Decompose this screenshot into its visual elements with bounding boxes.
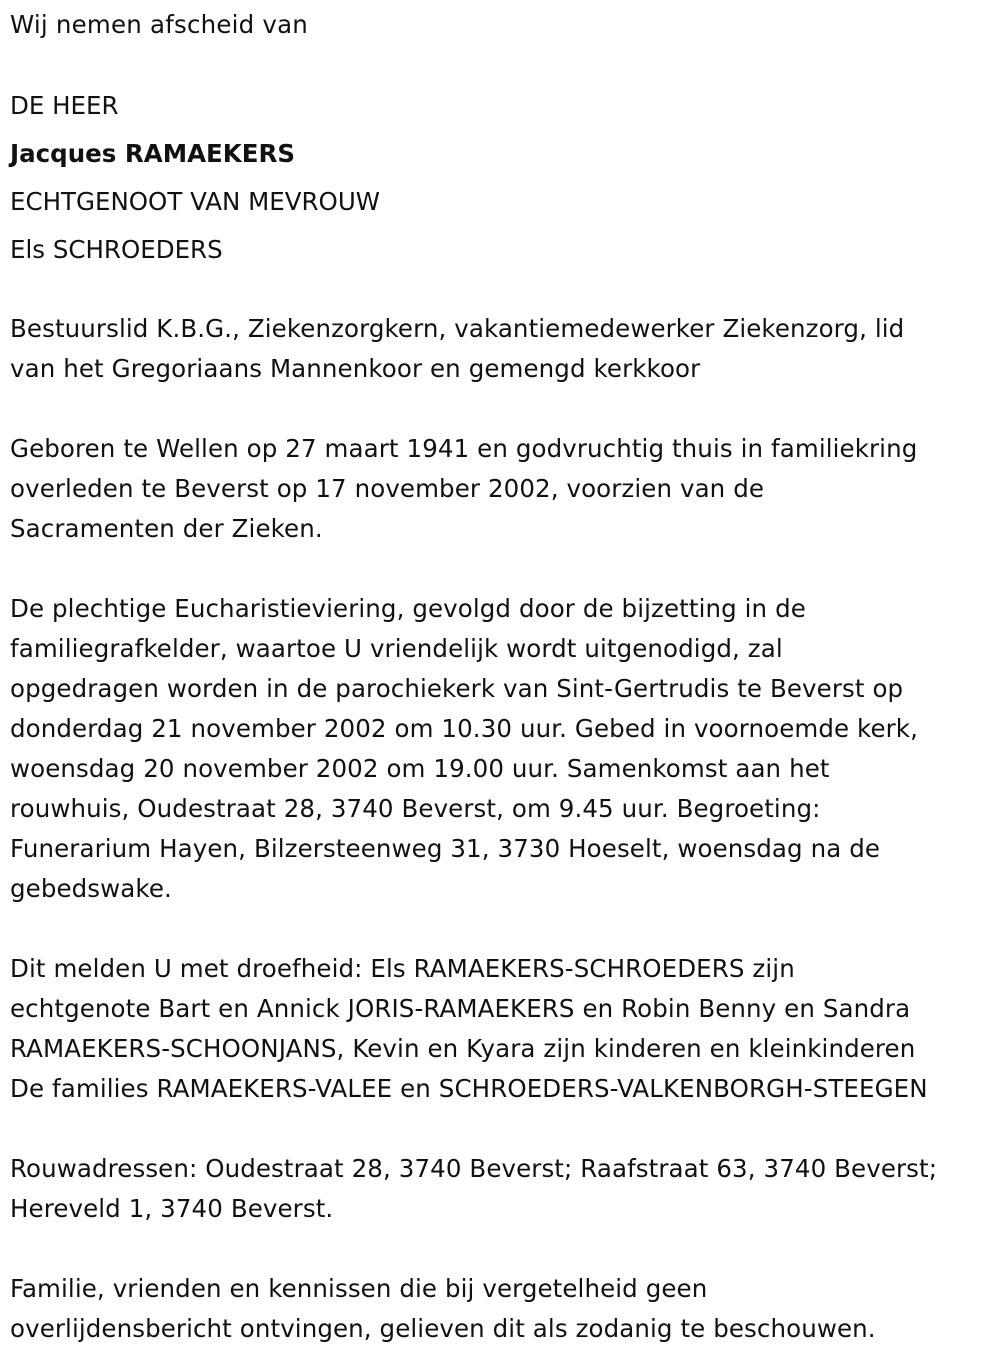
intro-line: Wij nemen afscheid van <box>10 10 309 39</box>
relation-line: ECHTGENOOT VAN MEVROUW <box>10 187 381 216</box>
ceremony-line: woensdag 20 november 2002 om 19.00 uur. Samenkomst aan het <box>10 754 830 783</box>
ceremony-line: rouwhuis, Oudestraat 28, 3740 Beverst, om 9.45 uur. Begroeting: <box>10 794 821 823</box>
ceremony-line: donderdag 21 november 2002 om 10.30 uur. Gebed in voornoemde kerk, <box>10 714 918 743</box>
ceremony-paragraph <box>10 589 918 909</box>
addresses-paragraph <box>10 1149 937 1229</box>
functions-line: Bestuurslid K.B.G., Ziekenzorgkern, vakantiemedewerker Ziekenzorg, lid <box>10 314 905 343</box>
birth-death-line: Geboren te Wellen op 27 maart 1941 en godvruchtig thuis in familiekring <box>10 434 918 463</box>
addresses-line: Hereveld 1, 3740 Beverst. <box>10 1194 334 1223</box>
birth-death-paragraph <box>10 429 917 549</box>
functions-paragraph <box>10 309 904 389</box>
family-line: echtgenote Bart en Annick JORIS-RAMAEKERS en Robin Benny en Sandra <box>10 994 911 1023</box>
ceremony-line: familiegrafkelder, waartoe U vriendelijk wordt uitgenodigd, zal <box>10 634 783 663</box>
deceased-name: Jacques RAMAEKERS <box>10 139 296 168</box>
family-paragraph <box>10 949 928 1109</box>
ceremony-line: gebedswake. <box>10 874 172 903</box>
title-line: DE HEER <box>10 91 119 120</box>
closing-line: Familie, vrienden en kennissen die bij vergetelheid geen <box>10 1274 708 1303</box>
closing-line: overlijdensbericht ontvingen, gelieven dit als zodanig te beschouwen. <box>10 1314 876 1343</box>
spouse-name: Els SCHROEDERS <box>10 235 223 264</box>
ceremony-line: opgedragen worden in de parochiekerk van Sint-Gertrudis te Beverst op <box>10 674 904 703</box>
functions-line: van het Gregoriaans Mannenkoor en gemengd kerkkoor <box>10 354 701 383</box>
addresses-line: Rouwadressen: Oudestraat 28, 3740 Beverst; Raafstraat 63, 3740 Beverst; <box>10 1154 938 1183</box>
ceremony-line: Funerarium Hayen, Bilzersteenweg 31, 3730 Hoeselt, woensdag na de <box>10 834 881 863</box>
family-line: De families RAMAEKERS-VALEE en SCHROEDERS-VALKENBORGH-STEEGEN <box>10 1074 928 1103</box>
closing-paragraph <box>10 1269 876 1349</box>
family-line: Dit melden U met droefheid: Els RAMAEKERS-SCHROEDERS zijn <box>10 954 795 983</box>
birth-death-line: Sacramenten der Zieken. <box>10 514 323 543</box>
birth-death-line: overleden te Beverst op 17 november 2002, voorzien van de <box>10 474 765 503</box>
family-line: RAMAEKERS-SCHOONJANS, Kevin en Kyara zijn kinderen en kleinkinderen <box>10 1034 916 1063</box>
ceremony-line: De plechtige Eucharistieviering, gevolgd door de bijzetting in de <box>10 594 806 623</box>
